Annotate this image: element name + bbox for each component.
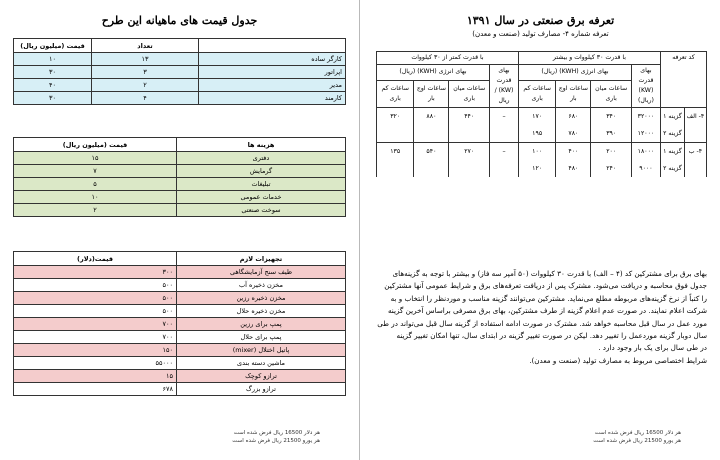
tariff-option: گزینه ۱ <box>660 143 684 161</box>
table-row <box>14 53 346 66</box>
cost-name: دفتری <box>177 152 346 165</box>
equipment-name: ظیف سنج آزمایشگاهی <box>177 266 346 279</box>
tariff-option: گزینه ۱ <box>660 108 684 126</box>
table-row <box>377 108 707 126</box>
table-row <box>14 165 346 178</box>
tariff-value: ۹۰۰۰ <box>631 160 660 177</box>
staff-price: ۳۰ <box>14 66 92 79</box>
tariff-energy-price-a: بهای انرژی (KWH) (ریال) <box>519 65 632 81</box>
staff-table <box>13 38 346 105</box>
cost-price: ۲ <box>14 204 177 217</box>
equipment-price: ۷۰۰ <box>14 331 177 344</box>
table-row <box>377 143 707 161</box>
tariff-table <box>376 51 707 177</box>
equipment-price: ۱۵ <box>14 370 177 383</box>
equipment-price: ۳۰۰ <box>14 266 177 279</box>
paragraph-line: را کتباً از نرخ گزینه‌های مربوطه مطلع می‌نماید. مشترکین می‌توانند گزینه مناسب و موردنظر را انتخاب و به <box>390 293 707 303</box>
equipment-name: ترازو کوچک <box>177 370 346 383</box>
equipment-price: ۵۰۰ <box>14 279 177 292</box>
left-footer <box>190 429 320 445</box>
tariff-power-price-a: بهای قدرت (KW) (ریال) <box>631 65 660 108</box>
tariff-value: ۴۰۰ <box>556 143 591 161</box>
cost-price: ۵ <box>14 178 177 191</box>
tariff-code <box>684 125 706 143</box>
equipment-price: ۵۰۰ <box>14 292 177 305</box>
tariff-value: ۴۴۰ <box>449 108 490 126</box>
right-footer <box>551 429 681 445</box>
cost-price: ۱۰ <box>14 191 177 204</box>
equipment-price: ۷۰۰ <box>14 318 177 331</box>
paragraph-line: جدول فوق محاسبه و دریافت می‌شود. مشترک پس از دریافت تعرفه‌های برق و شرایط عمومی آنها مشترکین <box>384 281 707 291</box>
table-row <box>14 266 346 279</box>
tariff-option: گزینه ۲ <box>660 125 684 143</box>
equipment-table <box>13 251 346 396</box>
cost-name: خدمات عمومی <box>177 191 346 204</box>
tariff-value: – <box>490 108 519 126</box>
staff-count: ۳ <box>92 66 199 79</box>
costs-header-price: قیمت (میلیون ریال) <box>14 138 177 152</box>
tariff-value: ۱۲۰۰۰ <box>631 125 660 143</box>
table-row <box>14 331 346 344</box>
tariff-value: ۱۷۰ <box>519 108 556 126</box>
right-footer-dollar: هر دلار 16500 ریال فرض شده است <box>594 430 681 436</box>
tariff-value <box>490 160 519 177</box>
tariff-group-b: با قدرت کمتر از ۳۰ کیلووات <box>377 52 519 65</box>
staff-price: ۳۰ <box>14 92 92 105</box>
tariff-value: ۴۸۰ <box>556 160 591 177</box>
staff-header-price: قیمت (میلیون ریال) <box>14 39 92 53</box>
table-row <box>14 370 346 383</box>
tariff-value: ۲۷۰ <box>449 143 490 161</box>
tariff-value: ۸۸۰ <box>414 108 449 126</box>
table-row <box>14 178 346 191</box>
staff-name: کارمند <box>199 92 346 105</box>
tariff-value: ۷۸۰ <box>556 125 591 143</box>
tariff-power-price-b: بهای قدرت (KW) / ریال <box>490 65 519 108</box>
staff-name: مدیر <box>199 79 346 92</box>
cost-price: ۷ <box>14 165 177 178</box>
tariff-sub-mid-b: ساعات میان باری <box>449 80 490 107</box>
staff-name: اپراتور <box>199 66 346 79</box>
tariff-value <box>414 160 449 177</box>
equipment-name: پمپ برای حلال <box>177 331 346 344</box>
tariff-sub-mid-a: ساعات میان باری <box>591 80 632 107</box>
tariff-subtitle: تعرفه شماره ۴- مصارف تولید (صنعت و معدن) <box>472 30 609 38</box>
table-row <box>14 279 346 292</box>
left-footer-dollar: هر دلار 16500 ریال فرض شده است <box>233 430 320 436</box>
staff-header-name <box>199 39 346 53</box>
costs-header-name: هزینه ها <box>177 138 346 152</box>
paragraph-line: شرکت اعلام نمایند. در صورت عدم اعلام گزینه از طرف مشترکین، بهای برق مصرفی براساس آخرین گزینه <box>387 306 707 316</box>
staff-header-count: تعداد <box>92 39 199 53</box>
tariff-value <box>449 125 490 143</box>
tariff-option: گزینه ۲ <box>660 160 684 177</box>
cost-name: گرمایش <box>177 165 346 178</box>
tariff-value: ۱۳۵ <box>377 143 414 161</box>
table-row <box>14 344 346 357</box>
cost-name: تبلیغات <box>177 178 346 191</box>
equipment-header-price: قیمت(دلار) <box>14 252 177 266</box>
tariff-value: ۲۰۰ <box>591 143 632 161</box>
tariff-value: ۳۲۰ <box>377 108 414 126</box>
tariff-energy-price-b: بهای انرژی (KWH) (ریال) <box>377 65 490 81</box>
tariff-value: ۳۲۰۰۰ <box>631 108 660 126</box>
tariff-sub-peak-b: ساعات اوج بار <box>414 80 449 107</box>
tariff-value: ۵۴۰ <box>414 143 449 161</box>
cost-price: ۱۵ <box>14 152 177 165</box>
equipment-name: مخزن ذخیره رزین <box>177 292 346 305</box>
tariff-value: ۱۹۵ <box>519 125 556 143</box>
table-row <box>14 191 346 204</box>
tariff-paragraph <box>377 268 707 367</box>
tariff-value: ۱۲۰ <box>519 160 556 177</box>
cost-name: سوخت صنعتی <box>177 204 346 217</box>
staff-count: ۴ <box>92 92 199 105</box>
tariff-sub-peak-a: ساعات اوج بار <box>556 80 591 107</box>
paragraph-line: در طی سال برای یک بار وجود دارد . <box>598 343 707 353</box>
equipment-header-name: تجهیزات لازم <box>177 252 346 266</box>
table-row <box>14 292 346 305</box>
table-row <box>14 79 346 92</box>
tariff-value: ۶۸۰ <box>556 108 591 126</box>
table-row <box>14 152 346 165</box>
staff-count: ۲ <box>92 79 199 92</box>
tariff-value <box>414 125 449 143</box>
table-row <box>14 305 346 318</box>
paragraph-line: بهای برق برای مشترکین کد (۴ – الف) با قدرت ۳۰ کیلووات (۵۰ آمپر سه فاز) و بیشتر با توجه به گزینه‌های <box>392 269 707 278</box>
staff-price: ۱۰ <box>14 53 92 66</box>
paragraph-line: مورد عمل در سال قبل محاسبه خواهد شد. مشترک در صورت ادامه استفاده از گزینه سال قبل می‌تواند در طی <box>377 318 707 328</box>
table-row <box>14 383 346 396</box>
tariff-value <box>377 125 414 143</box>
equipment-price: ۵۵۰۰۰ <box>14 357 177 370</box>
equipment-name: ترازو بزرگ <box>177 383 346 396</box>
equipment-price: ۶۷۸ <box>14 383 177 396</box>
right-footer-euro: هر یورو 21500 ریال فرض شده است <box>593 438 681 444</box>
table-row <box>14 92 346 105</box>
paragraph-line: شرایط اختصاصی مربوط به مصارف تولید (صنعت و معدن). <box>529 355 707 365</box>
costs-table <box>13 137 346 217</box>
tariff-value: ۳۴۰ <box>591 108 632 126</box>
equipment-name: مخزن ذخیره حلال <box>177 305 346 318</box>
equipment-price: ۵۰۰ <box>14 305 177 318</box>
paragraph-line: سال دوبار گزینه موردعمل را تغییر دهد. لیکن در صورت تغییر گزینه در ابتدای سال، تنها امکان تغییر گزینه <box>396 331 707 341</box>
tariff-value <box>449 160 490 177</box>
tariff-value: – <box>490 143 519 161</box>
equipment-name: پاتیل اختلال (mixer) <box>177 344 346 357</box>
tariff-value: ۳۹۰ <box>591 125 632 143</box>
tariff-value: ۲۴۰ <box>591 160 632 177</box>
tariff-sub-low-a: ساعات کم باری <box>519 80 556 107</box>
table-row <box>14 204 346 217</box>
tariff-value: ۱۸۰۰۰ <box>631 143 660 161</box>
tariff-value <box>490 125 519 143</box>
equipment-name: مخزن ذخیره آب <box>177 279 346 292</box>
staff-count: ۱۳ <box>92 53 199 66</box>
right-page-title: تعرفه برق صنعتی در سال ۱۳۹۱ <box>466 14 615 27</box>
equipment-name: پمپ برای رزین <box>177 318 346 331</box>
table-row <box>377 160 707 177</box>
tariff-code-header: کد تعرفه <box>660 52 706 108</box>
staff-price: ۴۰ <box>14 79 92 92</box>
equipment-price: ۱۵۰ <box>14 344 177 357</box>
left-page-title: جدول قیمت های ماهیانه این طرح <box>101 14 258 27</box>
table-row <box>377 125 707 143</box>
table-row <box>14 357 346 370</box>
left-footer-euro: هر یورو 21500 ریال فرض شده است <box>232 438 320 444</box>
tariff-code <box>684 160 706 177</box>
staff-name: کارگر ساده <box>199 53 346 66</box>
tariff-value: ۱۰۰ <box>519 143 556 161</box>
table-row <box>14 66 346 79</box>
tariff-sub-low-b: ساعات کم باری <box>377 80 414 107</box>
tariff-value <box>377 160 414 177</box>
tariff-code: ۴- الف <box>684 108 706 126</box>
tariff-group-a: با قدرت ۳۰ کیلووات و بیشتر <box>519 52 661 65</box>
equipment-name: ماشین دسته بندی <box>177 357 346 370</box>
tariff-code: ۴- ب <box>684 143 706 161</box>
right-page <box>361 0 720 460</box>
table-row <box>14 318 346 331</box>
